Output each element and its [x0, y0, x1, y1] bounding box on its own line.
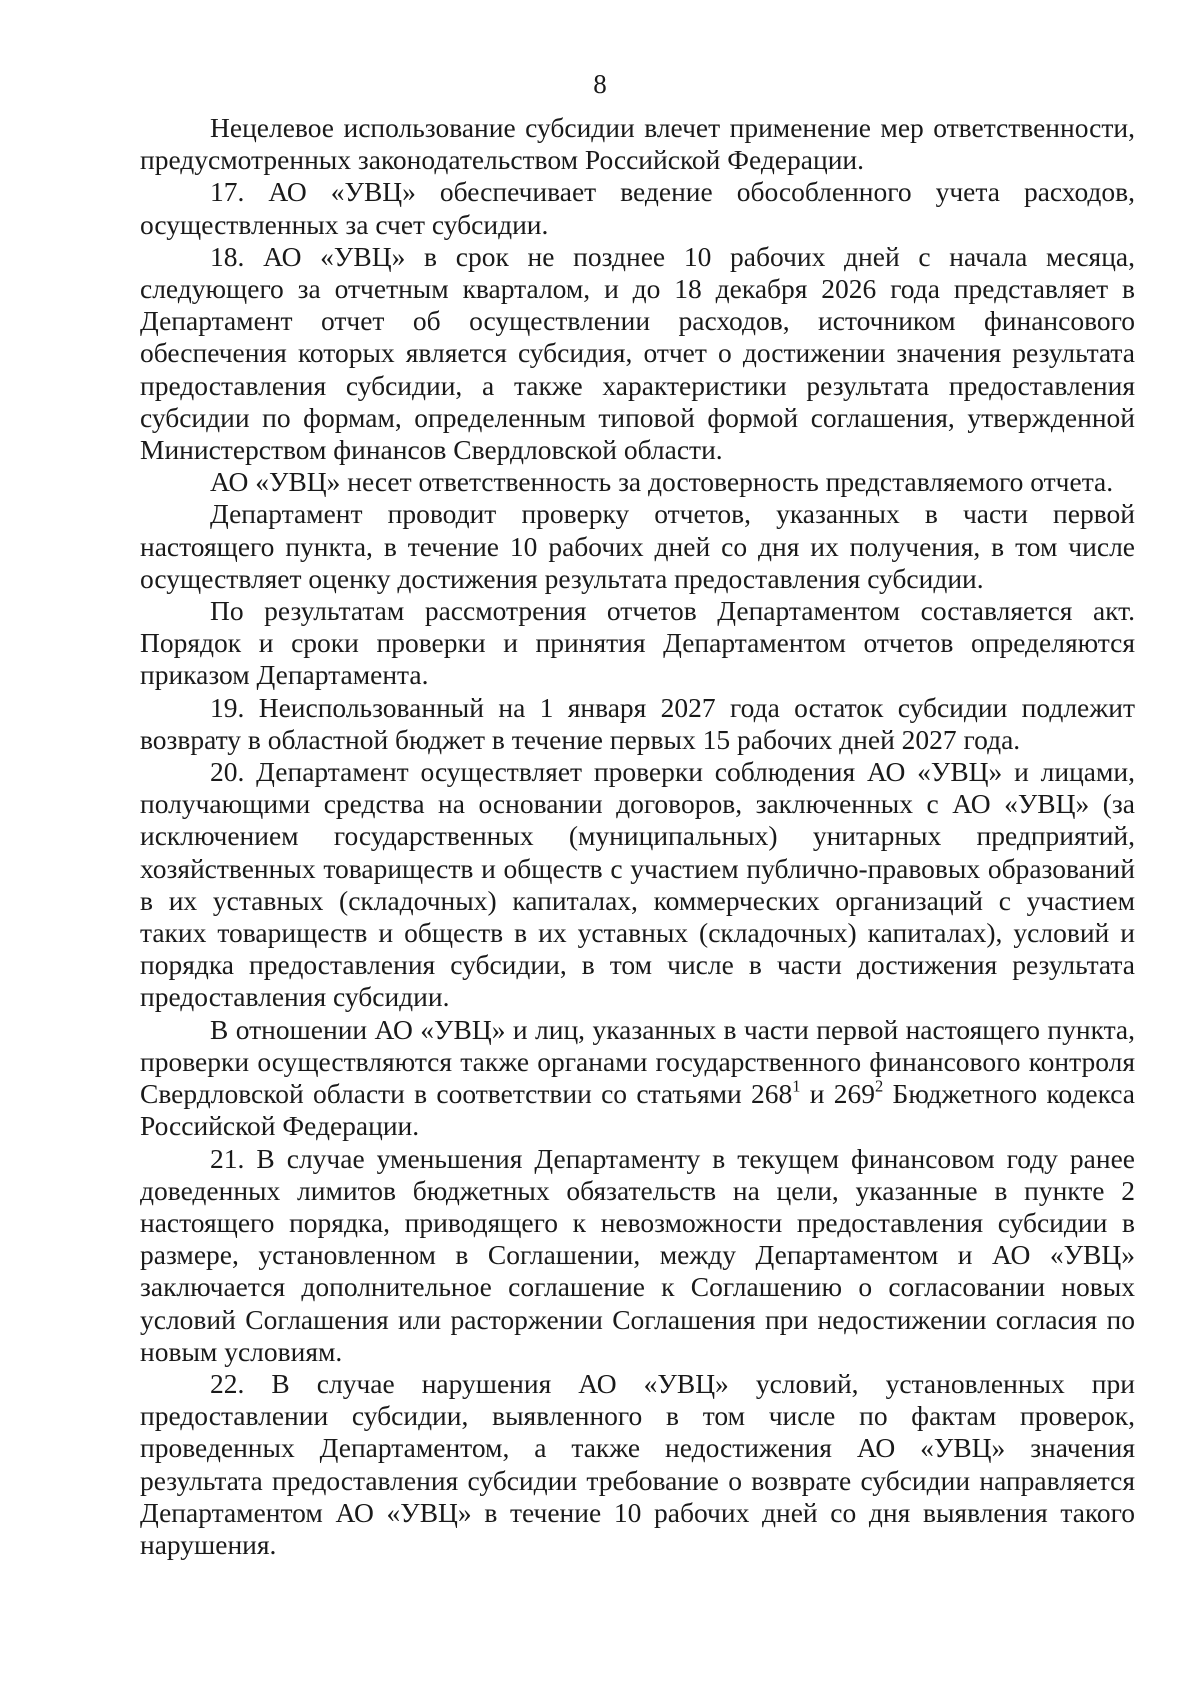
paragraph-report-check: Департамент проводит проверку отчетов, указанных в части первой настоящего пункта, в течение 10 рабочих дней со дня их получения, в том числе осуществляет оценку достижения результата предоставления субсидии.	[140, 498, 1135, 594]
article-269-superscript: 2	[875, 1076, 884, 1096]
paragraph-item-17: 17. АО «УВЦ» обеспечивает ведение обособленного учета расходов, осуществленных за счет субсидии.	[140, 176, 1135, 240]
paragraph-item-21: 21. В случае уменьшения Департаменту в текущем финансовом году ранее доведенных лимитов бюджетных обязательств на цели, указанные в пункте 2 настоящего порядка, приводящего к невозможности предоставления субсидии в размере, установленном в Соглашении, между Департаментом и АО «УВЦ» заключается дополнительное соглашение к Соглашению о согласовании новых условий Соглашения или расторжении Соглашения при недостижении согласия по новым условиям.	[140, 1142, 1135, 1367]
paragraph-report-act: По результатам рассмотрения отчетов Департаментом составляется акт. Порядок и сроки проверки и принятия Департаментом отчетов определяются приказом Департамента.	[140, 595, 1135, 691]
paragraph-item-19: 19. Неиспользованный на 1 января 2027 года остаток субсидии подлежит возврату в областной бюджет в течение первых 15 рабочих дней 2027 года.	[140, 691, 1135, 755]
paragraph-report-responsibility: АО «УВЦ» несет ответственность за достоверность представляемого отчета.	[210, 466, 1114, 498]
paragraph-financial-control-text-1: В отношении АО «УВЦ» и лиц, указанных в части первой настоящего пункта, проверки осуществляются также органами государственного финансового контроля Свердловской области в соответствии со статьями 268	[140, 1013, 1135, 1110]
page-number: 8	[593, 69, 607, 99]
paragraph-item-22: 22. В случае нарушения АО «УВЦ» условий, установленных при предоставлении субсидии, выявленного в том числе по фактам проверок, проведенных Департаментом, а также недостижения АО «УВЦ» значения результата предоставления субсидии требование о возврате субсидии направляется Департаментом АО «УВЦ» в течение 10 рабочих дней со дня выявления такого нарушения.	[140, 1367, 1135, 1560]
paragraph-item-20: 20. Департамент осуществляет проверки соблюдения АО «УВЦ» и лицами, получающими средства на основании договоров, заключенных с АО «УВЦ» (за исключением государственных (муниципальных) унитарных предприятий, хозяйственных товариществ и обществ с участием публично-правовых образований в их уставных (складочных) капиталах, коммерческих организаций с участием таких товариществ и обществ в их уставных (складочных) капиталах), условий и порядка предоставления субсидии, в том числе в части достижения результата предоставления субсидии.	[140, 756, 1135, 1013]
article-268-superscript: 1	[792, 1076, 801, 1096]
paragraph-financial-control-text-3: Бюджетного кодекса Российской Федерации.	[140, 1078, 1135, 1142]
paragraph-financial-control	[140, 1014, 1135, 1143]
paragraph-item-18: 18. АО «УВЦ» в срок не позднее 10 рабочих дней с начала месяца, следующего за отчетным кварталом, и до 18 декабря 2026 года представляет в Департамент отчет об осуществлении расходов, источником финансового обеспечения которых является субсидия, отчет о достижении значения результата предоставления субсидии, а также характеристики результата предоставления субсидии по формам, определенным типовой формой соглашения, утвержденной Министерством финансов Свердловской области.	[140, 240, 1135, 466]
document-body	[140, 112, 1135, 1561]
paragraph-misuse-liability: Нецелевое использование субсидии влечет применение мер ответственности, предусмотренных законодательством Российской Федерации.	[140, 112, 1135, 176]
paragraph-financial-control-text-2: и 269	[800, 1078, 876, 1110]
